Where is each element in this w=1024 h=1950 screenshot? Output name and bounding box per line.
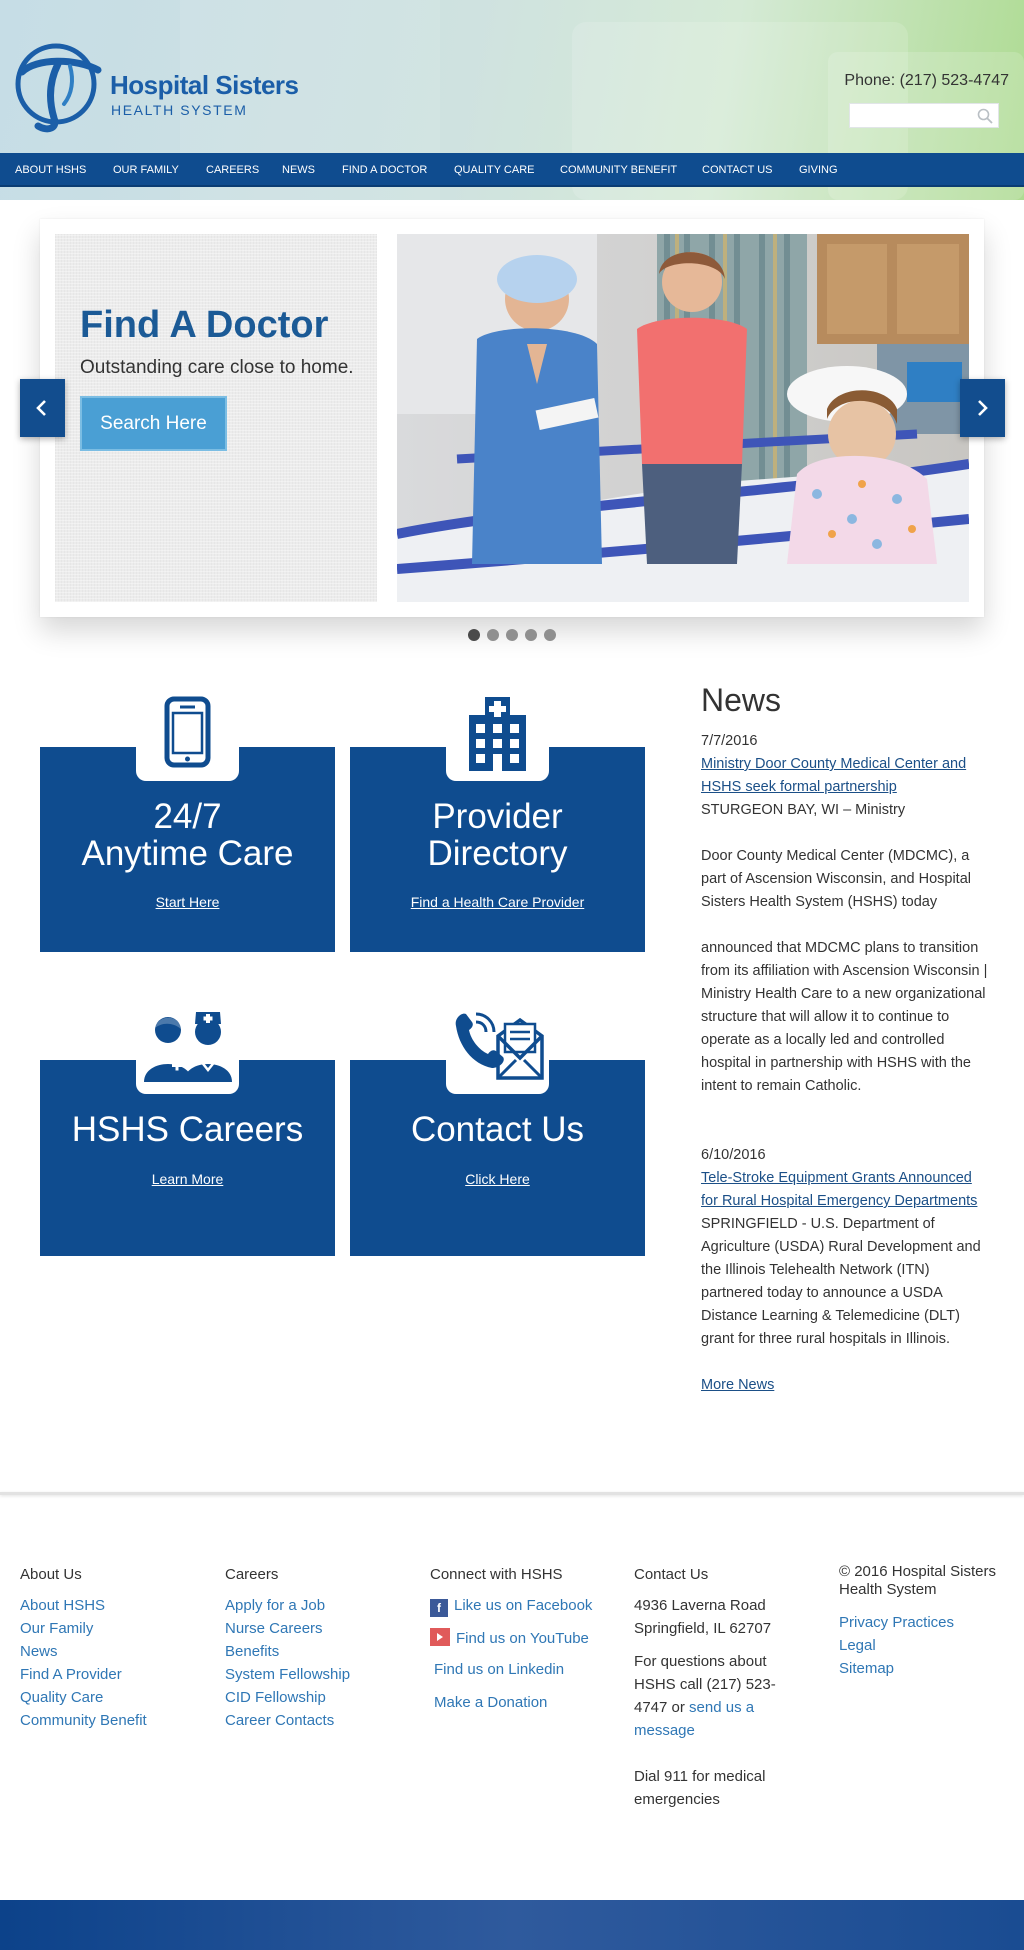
footer-address-line: 4936 Laverna Road bbox=[634, 1597, 766, 1614]
footer-contact-column bbox=[634, 1563, 809, 1811]
footer-heading: About Us bbox=[20, 1566, 82, 1583]
news-date: 6/10/2016 bbox=[701, 1147, 766, 1163]
footer-legal-column bbox=[839, 1563, 1014, 1680]
footer-link-about-hshs[interactable]: About HSHS bbox=[20, 1597, 106, 1614]
more-news-link[interactable]: More News bbox=[701, 1377, 775, 1393]
site-logo[interactable] bbox=[14, 40, 314, 134]
news-paragraph: announced that MDCMC plans to transition from its affiliation with Ascension Wisconsin | Ministry Health Care to a new organizational structure that will allow it to continue to operate as a locally led and controlled hospital in partnership with HSHS with the intent to remain Catholic. bbox=[701, 940, 988, 1094]
search-here-button[interactable]: Search Here bbox=[80, 396, 227, 451]
slider-dot[interactable] bbox=[487, 629, 499, 641]
news-section bbox=[701, 680, 991, 1397]
search-icon[interactable] bbox=[976, 107, 994, 125]
hshs-logo-icon bbox=[14, 40, 104, 134]
feature-icon-tab bbox=[136, 693, 239, 781]
footer-link-nurse-careers[interactable]: Nurse Careers bbox=[225, 1620, 323, 1637]
news-paragraph: Door County Medical Center (MDCMC), a part of Ascension Wisconsin, and Hospital Sisters Health System (HSHS) today bbox=[701, 848, 971, 910]
start-here-link[interactable]: Start Here bbox=[155, 894, 220, 910]
footer-link-benefits[interactable]: Benefits bbox=[225, 1643, 280, 1660]
donation-link[interactable]: Make a Donation bbox=[434, 1694, 548, 1711]
footer-heading: Contact Us bbox=[634, 1566, 709, 1583]
nav-item-contact-us[interactable]: CONTACT US bbox=[702, 164, 773, 176]
feature-hshs-careers bbox=[40, 1060, 335, 1256]
hospital-building-icon bbox=[446, 693, 549, 781]
facebook-link[interactable] bbox=[430, 1594, 610, 1617]
feature-title-line2: Anytime Care bbox=[81, 834, 294, 873]
search-box bbox=[849, 103, 999, 128]
news-title-link[interactable]: Ministry Door County Medical Center and HSHS seek formal partnership bbox=[701, 756, 967, 795]
logo-subtitle: HEALTH SYSTEM bbox=[111, 102, 248, 118]
slider-dot[interactable] bbox=[525, 629, 537, 641]
footer-link-apply[interactable]: Apply for a Job bbox=[225, 1597, 326, 1614]
feature-icon-tab bbox=[446, 693, 549, 781]
news-heading: News bbox=[701, 682, 782, 718]
footer-link-career-contacts[interactable]: Career Contacts bbox=[225, 1712, 335, 1729]
footer-copyright: © 2016 Hospital Sisters Health System bbox=[839, 1563, 996, 1598]
feature-contact-us bbox=[350, 1060, 645, 1256]
footer-link-community-benefit[interactable]: Community Benefit bbox=[20, 1712, 147, 1729]
logo-name: Hospital Sisters bbox=[110, 70, 299, 100]
footer-link-system-fellowship[interactable]: System Fellowship bbox=[225, 1666, 351, 1683]
facebook-icon: f bbox=[430, 1599, 448, 1617]
main-nav bbox=[0, 153, 1024, 187]
footer-link-privacy[interactable]: Privacy Practices bbox=[839, 1614, 955, 1631]
footer-heading: Connect with HSHS bbox=[430, 1566, 563, 1583]
footer-emergency-text: Dial 911 for medical emergencies bbox=[634, 1768, 766, 1808]
news-paragraph: STURGEON BAY, WI – Ministry bbox=[701, 802, 906, 818]
mobile-phone-icon bbox=[136, 693, 239, 781]
footer-link-legal[interactable]: Legal bbox=[839, 1637, 876, 1654]
feature-provider-directory bbox=[350, 747, 645, 952]
footer-link-news[interactable]: News bbox=[20, 1643, 58, 1660]
slide-caption-panel bbox=[55, 234, 377, 602]
linkedin-link[interactable]: Find us on Linkedin bbox=[434, 1661, 565, 1678]
feature-title: HSHS Careers bbox=[71, 1110, 304, 1149]
feature-icon-tab bbox=[446, 1006, 549, 1094]
nav-item-community-benefit[interactable]: COMMUNITY BENEFIT bbox=[560, 164, 678, 176]
youtube-link-label: Find us on YouTube bbox=[456, 1630, 589, 1647]
youtube-icon bbox=[430, 1628, 450, 1646]
phone-mail-icon bbox=[446, 1006, 549, 1094]
news-title-link[interactable]: Tele-Stroke Equipment Grants Announced for Rural Hospital Emergency Departments bbox=[701, 1170, 978, 1209]
footer-questions-text bbox=[634, 1650, 809, 1742]
learn-more-link[interactable]: Learn More bbox=[151, 1171, 224, 1187]
slide-title: Find A Doctor bbox=[80, 304, 329, 346]
nav-item-about-hshs[interactable]: ABOUT HSHS bbox=[15, 164, 87, 176]
send-message-link[interactable]: send us a message bbox=[634, 1699, 755, 1739]
nav-item-news[interactable]: NEWS bbox=[282, 164, 315, 176]
news-item bbox=[701, 1144, 991, 1351]
hero-slider bbox=[40, 219, 984, 617]
footer-bottom-bar bbox=[0, 1900, 1024, 1950]
feature-title-line2: Directory bbox=[427, 834, 568, 873]
find-provider-link[interactable]: Find a Health Care Provider bbox=[410, 894, 585, 910]
youtube-link[interactable] bbox=[430, 1627, 610, 1650]
chevron-left-icon bbox=[34, 399, 50, 417]
footer-link-quality-care[interactable]: Quality Care bbox=[20, 1689, 104, 1706]
footer-about-column bbox=[20, 1563, 200, 1732]
header-phone: Phone: (217) 523-4747 bbox=[844, 72, 1009, 89]
slide-subtitle: Outstanding care close to home. bbox=[80, 357, 354, 378]
feature-title-line1: 24/7 bbox=[153, 797, 222, 836]
slider-dot[interactable] bbox=[506, 629, 518, 641]
footer-link-our-family[interactable]: Our Family bbox=[20, 1620, 94, 1637]
news-item bbox=[701, 730, 991, 1098]
healthcare-staff-icon bbox=[136, 1006, 239, 1094]
feature-anytime-care bbox=[40, 747, 335, 952]
news-paragraph: SPRINGFIELD - U.S. Department of Agriculture (USDA) Rural Development and the Illinois Telehealth Network (ITN) partnered today to announce a USDA Distance Learning & Telemedicine (DLT) grant for three rural hospitals in Illinois. bbox=[701, 1216, 981, 1347]
nav-item-careers[interactable]: CAREERS bbox=[206, 164, 260, 176]
slider-next-button[interactable] bbox=[960, 379, 1005, 437]
slider-prev-button[interactable] bbox=[20, 379, 65, 437]
nav-item-find-a-doctor[interactable]: FIND A DOCTOR bbox=[342, 164, 428, 176]
hospital-scene-illustration bbox=[397, 234, 969, 602]
click-here-link[interactable]: Click Here bbox=[465, 1171, 530, 1187]
footer-questions-label: For questions about HSHS call (217) 523-4747 or bbox=[634, 1653, 776, 1716]
feature-icon-tab bbox=[136, 1006, 239, 1094]
slider-dot[interactable] bbox=[468, 629, 480, 641]
footer-link-sitemap[interactable]: Sitemap bbox=[839, 1660, 895, 1677]
chevron-right-icon bbox=[974, 399, 990, 417]
footer-link-find-a-provider[interactable]: Find A Provider bbox=[20, 1666, 122, 1683]
footer-divider bbox=[0, 1492, 1024, 1495]
footer-address-line: Springfield, IL 62707 bbox=[634, 1620, 772, 1637]
feature-title: Contact Us bbox=[410, 1110, 585, 1149]
footer-link-cid-fellowship[interactable]: CID Fellowship bbox=[225, 1689, 326, 1706]
footer-careers-column bbox=[225, 1563, 405, 1732]
news-date: 7/7/2016 bbox=[701, 733, 758, 749]
search-input[interactable] bbox=[850, 104, 970, 126]
nav-item-our-family[interactable]: OUR FAMILY bbox=[113, 164, 179, 176]
nav-item-giving[interactable]: GIVING bbox=[799, 164, 838, 176]
footer-connect-column bbox=[430, 1563, 610, 1714]
facebook-link-label: Like us on Facebook bbox=[454, 1597, 593, 1614]
footer-heading: Careers bbox=[225, 1566, 279, 1583]
slider-dot[interactable] bbox=[544, 629, 556, 641]
slide-photo bbox=[397, 234, 969, 602]
feature-title-line1: Provider bbox=[432, 797, 563, 836]
nav-item-quality-care[interactable]: QUALITY CARE bbox=[454, 164, 535, 176]
